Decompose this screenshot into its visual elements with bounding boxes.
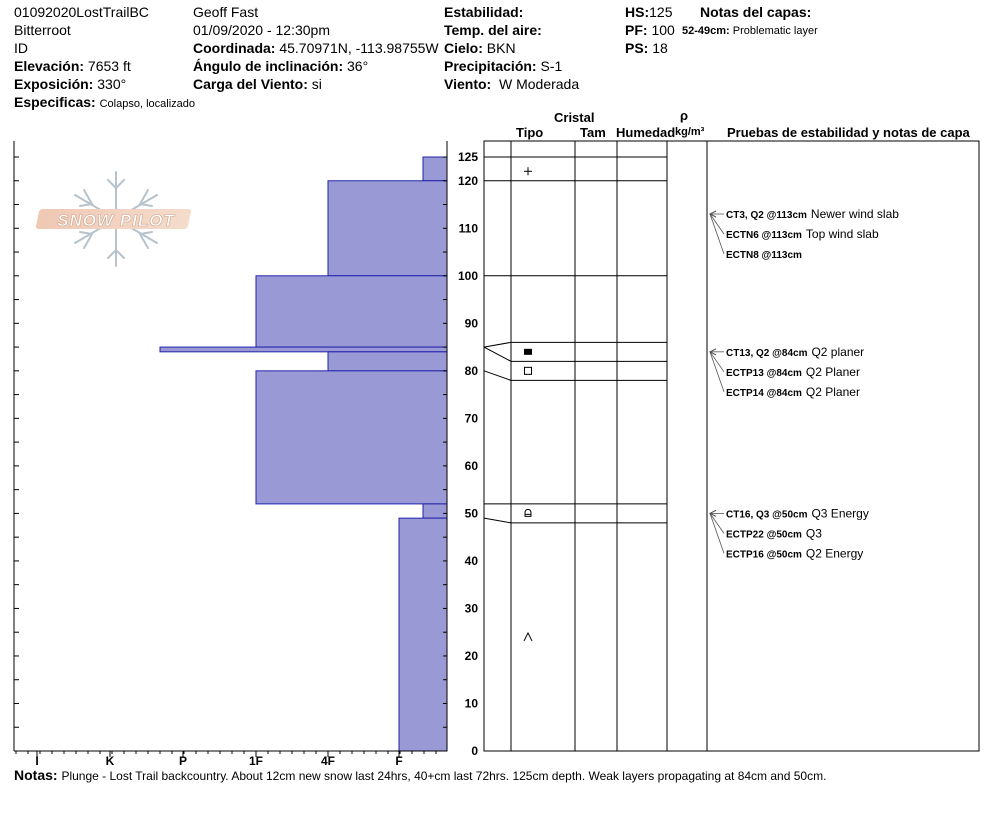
hardness-bar-0 (423, 157, 447, 181)
hardness-bar-6 (423, 504, 447, 518)
tipo-header: Tipo (516, 125, 544, 140)
wind: Viento: W Moderada (444, 76, 580, 92)
test-code: ECTP16 @50cm (726, 549, 802, 561)
range-name: Bitterroot (14, 22, 71, 38)
test-pointer-line (710, 352, 724, 372)
test-result (726, 385, 860, 399)
snowpilot-logo (35, 172, 191, 266)
depth-tick-label: 125 (457, 150, 478, 164)
depth-tick-label: 40 (464, 553, 478, 568)
test-note: Q3 (805, 526, 822, 541)
test-note: Q2 planer (811, 344, 865, 359)
grain-symbol-rounded (525, 509, 531, 516)
test-code: CT13, Q2 @84cm (726, 347, 808, 359)
test-code: CT3, Q2 @113cm (726, 210, 807, 222)
depth-tick-label: 0 (471, 744, 478, 758)
density-unit: kg/m³ (675, 126, 705, 138)
tests-header: Pruebas de estabilidad y notas de capa (727, 125, 970, 140)
depth-tick-label: 80 (464, 363, 478, 378)
specifics: Especificas: Colapso, localizado (14, 94, 195, 110)
slope-angle: Ángulo de inclinación: 36° (193, 58, 369, 74)
depth-tick-label: 10 (464, 696, 478, 711)
depth-tick-label: 70 (464, 411, 478, 426)
depth-tick-label: 100 (457, 268, 478, 283)
hardness-bar-2 (256, 276, 447, 347)
test-pointer-line (710, 214, 724, 254)
state-name: ID (14, 40, 28, 56)
test-code: ECTP22 @50cm (726, 529, 802, 541)
grain-connector (484, 342, 511, 347)
depth-tick-label: 30 (464, 601, 478, 616)
test-code: ECTP14 @84cm (726, 387, 802, 399)
hardness-label: 1F (248, 754, 264, 768)
air-temp-label: Temp. del aire: (444, 22, 542, 38)
hs: HS:125 (625, 4, 673, 20)
grain-connector (484, 371, 511, 381)
hardness-label: F (395, 754, 403, 768)
test-code: CT16, Q3 @50cm (726, 509, 808, 521)
hardness-label: K (105, 754, 115, 768)
pf: PF: 100 (625, 22, 675, 38)
test-pointer-line (710, 214, 724, 234)
precipitation: Precipitación: S-1 (444, 58, 563, 74)
test-result (726, 546, 863, 560)
depth-tick-label: 20 (464, 648, 478, 663)
humedad-header: Humedad (616, 125, 676, 140)
test-pointer-line (710, 513, 724, 553)
test-code: ECTN6 @113cm (726, 230, 802, 242)
test-note: Q3 Energy (811, 506, 869, 521)
depth-tick-label: 120 (457, 173, 478, 188)
hardness-label: P (178, 754, 188, 768)
grain-symbol-open-square (525, 367, 532, 374)
depth-tick-label: 110 (458, 221, 478, 236)
hardness-bar-3 (160, 347, 447, 352)
aspect: Exposición: 330° (14, 76, 127, 92)
test-code: ECTP13 @84cm (726, 367, 802, 379)
test-note: Newer wind slab (810, 207, 899, 222)
test-note: Q2 Planer (805, 384, 860, 399)
test-result (726, 526, 822, 540)
grain-symbol-filled-square (524, 349, 532, 355)
grain-connector (484, 347, 511, 361)
test-result (726, 345, 864, 359)
test-note: Top wind slab (805, 227, 879, 242)
depth-tick-label: 50 (464, 506, 478, 521)
wind-loading: Carga del Viento: si (193, 76, 322, 92)
test-code: ECTN8 @113cm (726, 250, 802, 262)
depth-tick-label: 90 (464, 316, 478, 331)
ps: PS: 18 (625, 40, 668, 56)
depth-tick-label: 60 (464, 458, 478, 473)
layer-notes-title: Notas del capas: (700, 4, 812, 20)
stability-label: Estabilidad: (444, 4, 524, 20)
test-result (726, 506, 869, 520)
hardness-label: I (35, 754, 39, 768)
rho-header: ρ (680, 108, 689, 123)
hardness-bar-4 (328, 352, 447, 371)
hardness-bar-7 (399, 518, 447, 751)
sky: Cielo: BKN (444, 40, 516, 56)
datetime: 01/09/2020 - 12:30pm (193, 22, 330, 38)
hardness-label: 4F (320, 754, 336, 768)
cristal-header: Cristal (554, 110, 595, 125)
test-pointer-line (710, 352, 724, 392)
observer: Geoff Fast (193, 4, 259, 20)
test-result (726, 207, 899, 221)
layer-note: 52-49cm: Problematic layer (682, 25, 818, 37)
elevation: Elevación: 7653 ft (14, 58, 131, 74)
svg-text:SNOW PILOT: SNOW PILOT (57, 211, 175, 230)
site-name: 01092020LostTrailBC (14, 4, 149, 20)
hardness-bar-5 (256, 371, 447, 504)
notes: Notas: Plunge - Lost Trail backcountry. About 12cm new snow last 24hrs, 40+cm last 72hrs. 125cm depth. Weak layers propagating at 84cm and 50cm. (14, 767, 827, 783)
test-note: Q2 Energy (805, 546, 864, 561)
test-result (726, 365, 860, 379)
hardness-bar-1 (328, 181, 447, 276)
grain-connector (484, 518, 511, 523)
test-pointer-line (710, 513, 724, 533)
grain-symbol-hoar (524, 633, 532, 641)
test-result (726, 227, 879, 241)
coordinates: Coordinada: 45.70971N, -113.98755W (193, 40, 439, 56)
tam-header: Tam (580, 125, 606, 140)
test-result (726, 250, 802, 261)
test-note: Q2 Planer (805, 364, 860, 379)
